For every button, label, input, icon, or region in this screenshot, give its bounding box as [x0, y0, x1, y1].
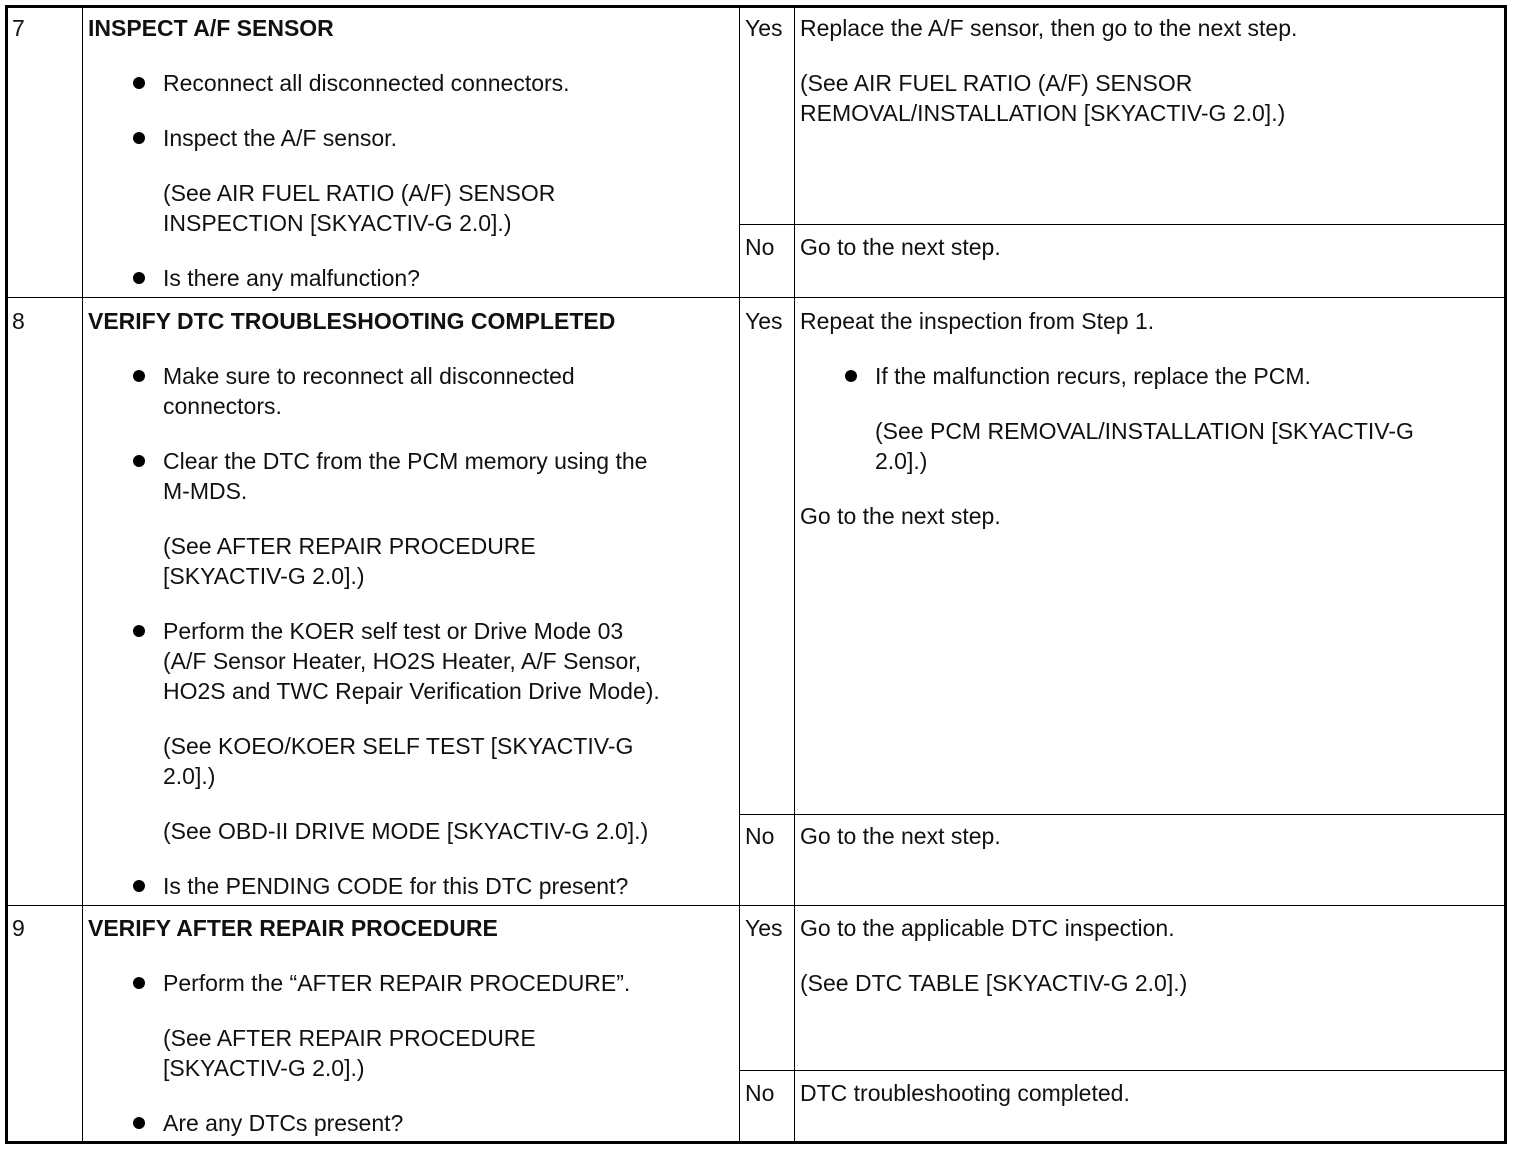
action-text: M-MDS.	[163, 478, 248, 504]
action-text: Make sure to reconnect all disconnected	[163, 363, 575, 389]
yes-result: (See PCM REMOVAL/INSTALLATION [SKYACTIV-G	[875, 418, 1414, 444]
yes-no-divider	[739, 814, 1506, 815]
question-text: Is there any malfunction?	[163, 265, 420, 291]
yes-result: Go to the applicable DTC inspection.	[800, 915, 1175, 941]
no-label: No	[745, 823, 775, 849]
column-divider	[739, 6, 740, 1143]
no-result: Go to the next step.	[800, 234, 1001, 260]
bullet-icon	[133, 880, 145, 892]
reference-text: INSPECTION [SKYACTIV-G 2.0].)	[163, 210, 512, 236]
column-divider	[794, 6, 795, 1143]
row-divider	[6, 905, 1506, 906]
yes-label: Yes	[745, 915, 783, 941]
yes-result: Repeat the inspection from Step 1.	[800, 308, 1155, 334]
action-text: Perform the KOER self test or Drive Mode 03	[163, 618, 624, 644]
action-text: Clear the DTC from the PCM memory using the	[163, 448, 648, 474]
question-text: Are any DTCs present?	[163, 1110, 404, 1136]
step-number: 8	[12, 308, 25, 334]
yes-label: Yes	[745, 308, 783, 334]
yes-result: (See DTC TABLE [SKYACTIV-G 2.0].)	[800, 970, 1188, 996]
yes-result: Replace the A/F sensor, then go to the next step.	[800, 15, 1298, 41]
column-divider	[82, 6, 83, 1143]
action-text: HO2S and TWC Repair Verification Drive Mode).	[163, 678, 660, 704]
step-number: 9	[12, 915, 25, 941]
yes-result: (See AIR FUEL RATIO (A/F) SENSOR	[800, 70, 1193, 96]
bullet-icon	[133, 272, 145, 284]
step-title: VERIFY DTC TROUBLESHOOTING COMPLETED	[88, 308, 616, 334]
reference-text: [SKYACTIV-G 2.0].)	[163, 563, 365, 589]
no-label: No	[745, 234, 775, 260]
reference-text: 2.0].)	[163, 763, 216, 789]
bullet-icon	[133, 625, 145, 637]
row-divider	[6, 297, 1506, 298]
question-text: Is the PENDING CODE for this DTC present?	[163, 873, 629, 899]
yes-label: Yes	[745, 15, 783, 41]
reference-text: (See OBD-II DRIVE MODE [SKYACTIV-G 2.0].)	[163, 818, 649, 844]
bullet-icon	[845, 370, 857, 382]
action-text: Reconnect all disconnected connectors.	[163, 70, 570, 96]
bullet-icon	[133, 77, 145, 89]
reference-text: (See AIR FUEL RATIO (A/F) SENSOR	[163, 180, 556, 206]
reference-text: (See AFTER REPAIR PROCEDURE	[163, 533, 536, 559]
reference-text: (See KOEO/KOER SELF TEST [SKYACTIV-G	[163, 733, 634, 759]
yes-no-divider	[739, 1070, 1506, 1071]
yes-result: 2.0].)	[875, 448, 928, 474]
action-text: Perform the “AFTER REPAIR PROCEDURE”.	[163, 970, 631, 996]
no-result: DTC troubleshooting completed.	[800, 1080, 1130, 1106]
step-number: 7	[12, 15, 25, 41]
action-text: connectors.	[163, 393, 282, 419]
no-label: No	[745, 1080, 775, 1106]
yes-result: Go to the next step.	[800, 503, 1001, 529]
reference-text: (See AFTER REPAIR PROCEDURE	[163, 1025, 536, 1051]
yes-result: REMOVAL/INSTALLATION [SKYACTIV-G 2.0].)	[800, 100, 1286, 126]
bullet-icon	[133, 1117, 145, 1129]
yes-no-divider	[739, 224, 1506, 225]
reference-text: [SKYACTIV-G 2.0].)	[163, 1055, 365, 1081]
bullet-icon	[133, 370, 145, 382]
step-title: VERIFY AFTER REPAIR PROCEDURE	[88, 915, 498, 941]
action-text: Inspect the A/F sensor.	[163, 125, 397, 151]
step-title: INSPECT A/F SENSOR	[88, 15, 334, 41]
no-result: Go to the next step.	[800, 823, 1001, 849]
action-text: (A/F Sensor Heater, HO2S Heater, A/F Sensor,	[163, 648, 642, 674]
yes-result: If the malfunction recurs, replace the PCM.	[875, 363, 1311, 389]
bullet-icon	[133, 455, 145, 467]
bullet-icon	[133, 132, 145, 144]
bullet-icon	[133, 977, 145, 989]
